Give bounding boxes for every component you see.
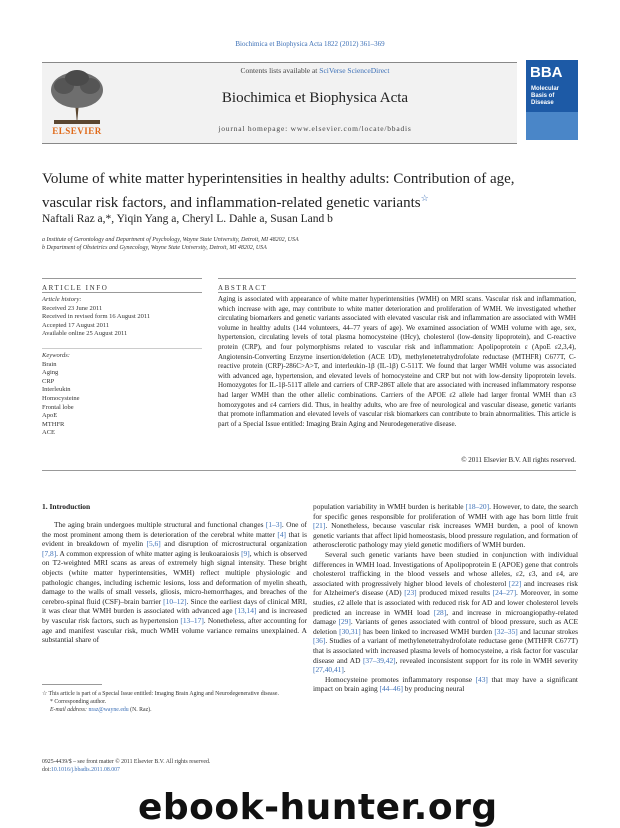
keywords-label: Keywords:	[42, 352, 70, 359]
footnote-email: E-mail address: nraz@wayne.edu (N. Raz).	[50, 707, 152, 713]
divider	[42, 470, 576, 471]
citation-link[interactable]: [44–46]	[379, 684, 403, 694]
email-link[interactable]: nraz@wayne.edu	[88, 707, 129, 713]
paragraph: Several such genetic variants have been studied in conjunction with individual differences in WMH load. Investigations of Apolipoprotein E (APOE) gene that controls cholesterol trafficking in the blood vessels and whose alleles, ε2, ε3, and ε4, are associated with progressively higher blood levels of cholesterol [22] and increases risk for Alzheimer's disease (AD) [23] produced mixed results [24–27]. Moreover, in some studies, ε2 allele that is associated with reduced risk for AD and lower cholesterol levels predicted an increase in WMH load [28], and increase in microangiopathy-related damage [29]. Variants of genes associated with control of blood pressure, such as ACE deletion [30,31] has been linked to increased WMH burden [32–35] and lacunar strokes [36]. Studies of a variant of methylenetetrahydrofolate reductase gene (MTHFR C677T) that is associated with increased plasma levels of homocysteine, a risk factor for vascular disease and AD [37–39,42], revealed inconsistent support for its role in WMH severity [27,40,41].	[313, 549, 579, 675]
keyword: Homocysteine	[42, 394, 80, 402]
sciencedirect-link[interactable]: SciVerse ScienceDirect	[319, 66, 390, 75]
footnote-corresponding: * Corresponding author.	[50, 699, 107, 705]
paper-title	[42, 170, 562, 213]
affiliation-b: b Department of Obstetrics and Gynecology, Wayne State University, Detroit, MI 48202, USA	[42, 245, 267, 251]
history-item: Accepted 17 August 2011	[42, 321, 110, 329]
citation-link[interactable]: [13–17]	[180, 615, 204, 625]
paragraph: The aging brain undergoes multiple structural and functional changes [1–3]. One of the most prominent among them is deterioration of the cerebral white matter [4] that is evident in breakdown of myelin [5,6] and disruption of microstructural organization [7,8]. A common expression of white matter aging is leukoaraiosis [9], which is observed on T2-weighted MRI scans as areas of extremely high signal intensity. These bright objects (white matter hyperintensities, WMH) reflect multiple physiologic and pathologic changes, including ischemic lesions, loss and deformation of myelin sheath, damage to the walls of small vessels, gliosis, micro-hemorrhages, and breaches of the cerebro-spinal fluid (CSF)–brain barrier [10–12]. Since the earliest days of clinical MRI, it was clear that WMH burden is associated with advanced age [13,14] and is increased by vascular risk factors, such as hypertension [13–17]. Nonetheless, after accounting for age and manifest vascular risk, much WMH volume variance remains unexplained. A substantial share of	[42, 520, 308, 645]
history-label: Article history:	[42, 296, 82, 303]
abstract-heading: ABSTRACT	[218, 284, 268, 292]
citation-link[interactable]: [28]	[433, 607, 447, 617]
divider	[218, 278, 576, 279]
citation-link[interactable]: [32–35]	[494, 626, 518, 636]
citation-link[interactable]: [30,31]	[339, 626, 361, 636]
footnote-special-issue: ☆ This article is part of a Special Issue entitled: Imaging Brain Aging and Neurodegenerative disease.	[42, 691, 279, 697]
doi-link[interactable]: 10.1016/j.bbadis.2011.08.007	[51, 767, 120, 773]
contents-line	[115, 66, 515, 75]
article-info-heading: ARTICLE INFO	[42, 284, 109, 292]
history-item: Available online 25 August 2011	[42, 330, 128, 338]
citation-link[interactable]: [13,14]	[234, 606, 257, 616]
footnotes	[42, 690, 307, 714]
citation-link[interactable]: [29]	[338, 617, 351, 627]
divider	[42, 348, 202, 349]
keyword: Brain	[42, 360, 57, 368]
affiliation-a: a Institute of Gerontology and Department of Psychology, Wayne State University, Detroit, MI 48202, USA	[42, 237, 299, 243]
journal-reference[interactable]: Biochimica et Biophysica Acta 1822 (2012) 361–369	[235, 40, 385, 48]
elsevier-wordmark: ELSEVIER	[52, 126, 102, 136]
citation-link[interactable]: [37–39,42]	[362, 655, 396, 665]
divider	[218, 292, 576, 293]
citation-link[interactable]: [23]	[404, 588, 417, 598]
keyword: CRP	[42, 377, 55, 385]
intro-right-column	[313, 502, 578, 694]
abstract-body: Aging is associated with appearance of white matter hyperintensities (WMH) on MRI scans. Vascular risk and inflammation, which increase with age, may contribute to white matter deterioration and proliferation of WMH. We investigated whether circulating biomarkers and genetic variants associated with elevated vascular risk and inflammation are associated with WMH volume in healthy adults (144 volunteers, 44–77 years of age). We examined association of WMH volume with age, sex, hypertension, circulating levels of total plasma homocysteine (tHcy), cholesterol (low-density lipoprotein), and C-reactive protein (CRP), and four polymorphisms related to vascular risk and inflammation: Apolipoprotein ε (ApoE ε2,3,4), Angiotensin-Converting Enzyme insertion/deletion (ACE I/D), methylenetetrahydrofolate reductase (MTHFR) C677T, C-reactive protein (CRP)-286C>A>T, and interleukin-1β (IL-1β) C-511T. We found that larger WMH volume was associated with advanced age, hypertension, and elevated levels of homocysteine and CRP but not with low-density lipoprotein levels. Homozygotes for IL-1β-511T allele and carriers of CRP-286T allele that are associated with increased inflammatory response had larger WMH than the other allelic combinations. Carriers of the APOE ε2 allele had larger frontal WMH than ε3 homozygotes and ε4 carriers did. Thus, in healthy adults, who are free of neurological and vascular disease, genetic variants that promote inflammation and elevated levels of vascular risk biomarkers can contribute to brain abnormalities. This article is part of a Special Issue entitled: Imaging Brain Aging and Neurodegenerative disease.	[218, 295, 576, 428]
citation-link[interactable]: [22]	[508, 578, 522, 588]
footnote-divider	[42, 684, 102, 685]
keyword: ApoE	[42, 412, 58, 420]
copyright-line: © 2011 Elsevier B.V. All rights reserved.	[461, 456, 576, 464]
bba-subtitle: Molecular Basis of Disease	[531, 86, 560, 106]
citation-link[interactable]: [18–20]	[465, 502, 490, 511]
journal-cover-band	[526, 112, 578, 140]
citation-link[interactable]: [5,6]	[146, 539, 161, 549]
bba-logo: BBA	[530, 64, 563, 81]
doi-line: doi:10.1016/j.bbadis.2011.08.007	[42, 767, 120, 773]
divider	[42, 278, 202, 279]
citation-link[interactable]: [24–27]	[492, 588, 517, 598]
citation-link[interactable]: [36]	[313, 636, 326, 646]
issn-doi-block	[42, 758, 307, 774]
citation-link[interactable]: [4]	[277, 529, 287, 539]
article-history	[42, 296, 192, 339]
paragraph: population variability in WMH burden is heritable [18–20]. However, to date, the search for specific genes responsible for proliferation of WMH with age has born little fruit [21]. Nonetheless, because vascular risk increases WMH burden, a pool of known genetic variants that affect lipid homeostasis, blood pressure regulation, and formation of atherosclerotic pathology may yield genetic modifiers of WMH burden.	[313, 502, 578, 550]
citation-link[interactable]: [10–12]	[163, 596, 187, 606]
issn-line: 0925-4439/$ – see front matter © 2011 Elsevier B.V. All rights reserved.	[42, 759, 211, 765]
divider	[42, 292, 202, 293]
contents-prefix: Contents lists available at	[240, 66, 318, 75]
citation-link[interactable]: [27,40,41]	[313, 665, 344, 675]
paper-title-text: Volume of white matter hyperintensities in healthy adults: Contribution of age, vascular risk factors, and inflammation-related genetic variants	[42, 171, 515, 211]
history-item: Received in revised form 16 August 2011	[42, 313, 151, 321]
author-list: Naftali Raz a,*, Yiqin Yang a, Cheryl L. Dahle a, Susan Land b	[42, 213, 333, 225]
history-item: Received 23 June 2011	[42, 304, 103, 312]
citation-link[interactable]: [21]	[313, 521, 326, 531]
citation-link[interactable]: [9]	[241, 548, 250, 558]
keyword: MTHFR	[42, 420, 65, 428]
watermark-text: ebook-hunter.org	[138, 787, 498, 828]
paragraph: Homocysteine promotes inflammatory response [43] that may have a significant impact on brain aging [44–46] by producing neural	[313, 674, 578, 694]
journal-title: Biochimica et Biophysica Acta	[221, 90, 409, 106]
keyword: Frontal lobe	[42, 403, 74, 411]
citation-link[interactable]: [43]	[475, 674, 488, 684]
journal-homepage[interactable]: journal homepage: www.elsevier.com/locate/bbadis	[218, 124, 412, 133]
keywords-list	[42, 352, 192, 438]
intro-left-column	[42, 520, 307, 645]
keyword: Interleukin	[42, 386, 71, 394]
star-note-mark[interactable]: ☆	[420, 193, 429, 203]
citation-link[interactable]: [1–3]	[265, 520, 282, 529]
citation-link[interactable]: [7,8]	[42, 548, 57, 558]
section-heading-introduction: 1. Introduction	[42, 502, 91, 511]
keyword: ACE	[42, 429, 55, 437]
keyword: Aging	[42, 369, 59, 377]
